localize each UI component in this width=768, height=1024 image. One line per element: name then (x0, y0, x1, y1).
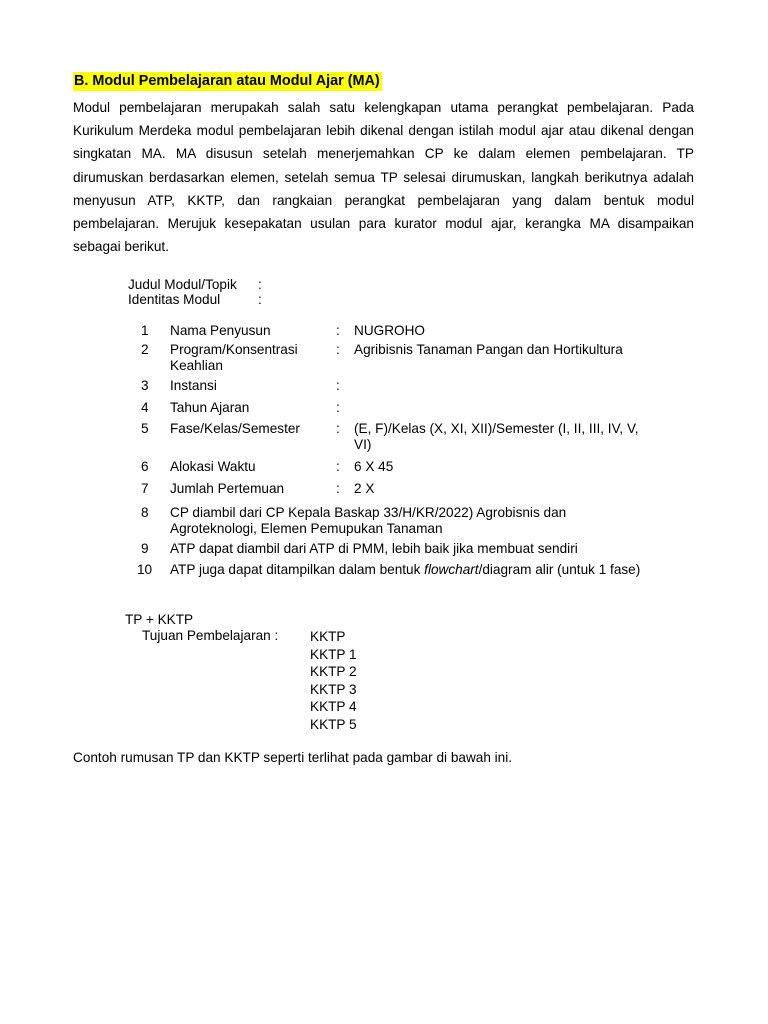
tp-kktp-title: TP + KKTP (125, 612, 194, 627)
item-label: Instansi (170, 378, 217, 393)
item-label: Tahun Ajaran (170, 400, 250, 415)
kktp-item: KKTP (310, 629, 346, 644)
tujuan-pembelajaran-label: Tujuan Pembelajaran : (142, 628, 279, 643)
item-value: 6 X 45 (354, 459, 394, 474)
item-number: 9 (141, 541, 149, 556)
kktp-item: KKTP 1 (310, 646, 357, 662)
item-number: 5 (141, 421, 149, 436)
item-label: Jumlah Pertemuan (170, 481, 285, 496)
item-colon: : (336, 459, 340, 474)
item-number: 10 (137, 562, 153, 577)
item-number: 2 (141, 342, 149, 357)
closing-sentence: Contoh rumusan TP dan KKTP seperti terlihat pada gambar di bawah ini. (73, 750, 513, 765)
identitas-modul-label: Identitas Modul (128, 292, 221, 307)
kktp-list (310, 628, 357, 734)
item-colon: : (336, 421, 340, 436)
item-colon: : (336, 400, 340, 415)
item-value: NUGROHO (354, 323, 425, 338)
item-text-italic: flowchart (424, 562, 479, 577)
section-heading: B. Modul Pembelajaran atau Modul Ajar (MA) (74, 73, 380, 89)
item-value: 2 X (354, 481, 375, 496)
judul-modul-label: Judul Modul/Topik (128, 277, 237, 292)
kktp-item: KKTP 4 (310, 699, 357, 715)
judul-modul-colon: : (258, 277, 262, 292)
item-number: 1 (141, 323, 149, 338)
item-number: 7 (141, 481, 149, 496)
item-label: Fase/Kelas/Semester (170, 421, 300, 436)
item-text-after: /diagram alir (untuk 1 fase) (478, 562, 641, 577)
item-text: CP diambil dari CP Kepala Baskap 33/H/KR/2022) Agrobisnis dan Agroteknologi, Elemen Pemupukan Tanaman (170, 505, 567, 536)
item-value: Agribisnis Tanaman Pangan dan Hortikultura (354, 342, 623, 357)
item-label: Program/Konsentrasi Keahlian (170, 342, 298, 373)
item-number: 8 (141, 505, 149, 520)
intro-paragraph: Modul pembelajaran merupakah salah satu kelengkapan utama perangkat pembelajaran. Pada Kurikulum Merdeka modul pembelajaran lebih dikenal dengan istilah modul ajar atau dikenal dengan singkatan MA. MA disusun setelah menerjemahkan CP ke dalam elemen pembelajaran. TP dirumuskan berdasarkan elemen, setelah semua TP selesai dirumuskan, langkah berikutnya adalah menyusun ATP, KKTP, dan rangkaian perangkat pembelajaran yang dalam bentuk modul pembelajaran. Merujuk kesepakatan usulan para kurator modul ajar, kerangka MA disampaikan sebagai berikut. (73, 100, 694, 255)
item-colon: : (336, 342, 340, 357)
item-number: 6 (141, 459, 149, 474)
kktp-item: KKTP 5 (310, 716, 357, 732)
item-number: 4 (141, 400, 149, 415)
item-text-before: ATP juga dapat ditampilkan dalam bentuk (170, 562, 425, 577)
item-colon: : (336, 481, 340, 496)
item-text (170, 562, 660, 578)
item-text: ATP dapat diambil dari ATP di PMM, lebih baik jika membuat sendiri (170, 541, 578, 556)
item-colon: : (336, 323, 340, 338)
identitas-modul-colon: : (258, 292, 262, 307)
item-number: 3 (141, 378, 149, 393)
item-label: Nama Penyusun (170, 323, 271, 338)
item-colon: : (336, 378, 340, 393)
item-label: Alokasi Waktu (170, 459, 256, 474)
kktp-item: KKTP 3 (310, 681, 357, 697)
item-value: (E, F)/Kelas (X, XI, XII)/Semester (I, II, III, IV, V, VI) (354, 421, 639, 452)
kktp-item: KKTP 2 (310, 664, 357, 680)
